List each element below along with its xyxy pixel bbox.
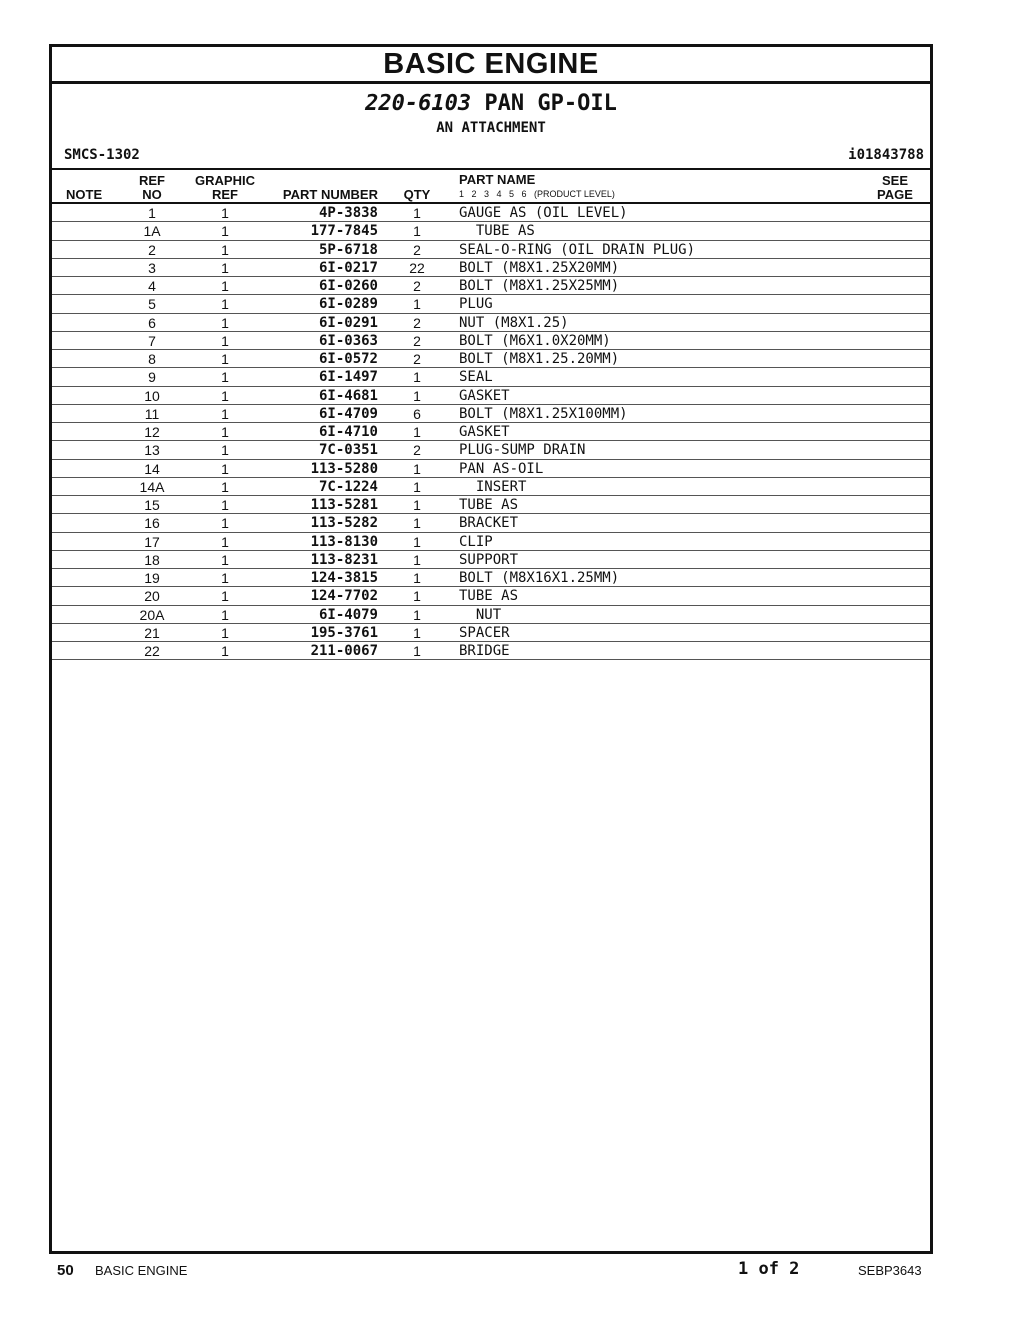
graphic-ref-cell: 1 <box>221 387 229 404</box>
col-graphic-header-bottom: REF <box>212 187 238 202</box>
part-number-cell: 177-7845 <box>310 223 378 240</box>
part-name-cell: SEAL-O-RING (OIL DRAIN PLUG) <box>459 241 696 258</box>
table-row <box>52 295 930 313</box>
table-row <box>52 496 930 514</box>
table-row <box>52 350 930 368</box>
qty-cell: 2 <box>413 241 421 258</box>
part-number-cell: 113-5282 <box>310 515 378 532</box>
qty-cell: 1 <box>413 497 421 513</box>
ref-no-cell: 12 <box>144 424 160 440</box>
ref-no-cell: 9 <box>148 369 156 386</box>
part-number-cell: 6I-0289 <box>318 296 378 313</box>
qty-cell: 1 <box>413 551 421 568</box>
part-name-cell: BOLT (M8X1.25X20MM) <box>459 259 620 276</box>
part-name-cell: TUBE AS <box>459 588 519 605</box>
table-row <box>52 204 930 222</box>
section-title-bar <box>52 47 930 84</box>
graphic-ref-cell: 1 <box>221 259 229 276</box>
table-row <box>52 314 930 332</box>
ref-no-cell: 20 <box>144 588 160 605</box>
table-row <box>52 460 930 478</box>
qty-cell: 1 <box>413 606 421 623</box>
illustration-id: i01843788 <box>848 147 924 163</box>
graphic-ref-cell: 1 <box>221 643 229 659</box>
parts-list-frame <box>49 44 933 1254</box>
graphic-ref-cell: 1 <box>221 624 229 641</box>
table-row <box>52 587 930 605</box>
table-row <box>52 259 930 277</box>
graphic-ref-cell: 1 <box>221 241 229 258</box>
part-number-cell: 6I-0363 <box>318 332 378 349</box>
table-row <box>52 569 930 587</box>
group-number: 220-6103 <box>365 91 472 116</box>
qty-cell: 1 <box>413 515 421 532</box>
part-name-cell: GASKET <box>459 424 510 440</box>
footer-page-number: 50 <box>57 1262 74 1279</box>
graphic-ref-cell: 1 <box>221 606 229 623</box>
ref-no-cell: 10 <box>144 387 160 404</box>
smcs-code: SMCS-1302 <box>64 147 140 163</box>
ref-no-cell: 4 <box>148 278 156 294</box>
table-row <box>52 332 930 350</box>
ref-no-cell: 22 <box>144 643 160 659</box>
ref-no-cell: 13 <box>144 442 160 459</box>
qty-cell: 1 <box>413 296 421 313</box>
part-name-cell: NUT <box>459 606 502 623</box>
part-name-cell: SPACER <box>459 624 510 641</box>
graphic-ref-cell: 1 <box>221 332 229 349</box>
col-part-number-header: PART NUMBER <box>282 187 378 202</box>
table-row <box>52 405 930 423</box>
part-number-cell: 124-7702 <box>310 588 378 605</box>
ref-no-cell: 20A <box>139 606 165 623</box>
ref-no-cell: 7 <box>148 332 156 349</box>
graphic-ref-cell: 1 <box>221 424 229 440</box>
ref-no-cell: 3 <box>148 259 156 276</box>
ref-no-cell: 21 <box>144 624 160 641</box>
graphic-ref-cell: 1 <box>221 533 229 550</box>
col-see-header-bottom: PAGE <box>877 187 913 202</box>
col-ref-header-bottom: NO <box>142 187 162 202</box>
table-row <box>52 642 930 660</box>
qty-cell: 1 <box>413 369 421 386</box>
table-row <box>52 387 930 405</box>
table-row <box>52 368 930 386</box>
graphic-ref-cell: 1 <box>221 570 229 586</box>
ref-no-cell: 2 <box>148 241 156 258</box>
product-level-scale: 1 2 3 4 5 6 (PRODUCT LEVEL) <box>459 189 615 199</box>
qty-cell: 1 <box>413 478 421 495</box>
ref-no-cell: 6 <box>148 314 156 331</box>
col-note-header: NOTE <box>66 187 103 202</box>
table-row <box>52 624 930 642</box>
part-name-cell: TUBE AS <box>459 497 519 513</box>
part-number-cell: 6I-4681 <box>318 387 378 404</box>
part-name-cell: BOLT (M8X1.25X100MM) <box>459 405 628 422</box>
part-name-cell: BRACKET <box>459 515 519 532</box>
ref-no-cell: 19 <box>144 570 160 586</box>
qty-cell: 2 <box>413 442 421 459</box>
group-subtitle: AN ATTACHMENT <box>436 120 546 136</box>
graphic-ref-cell: 1 <box>221 588 229 605</box>
part-name-cell: CLIP <box>459 533 493 550</box>
graphic-ref-cell: 1 <box>221 205 229 221</box>
header-divider <box>52 168 930 170</box>
part-number-cell: 6I-4079 <box>318 606 378 623</box>
ref-no-cell: 1 <box>148 205 156 221</box>
part-number-cell: 4P-3838 <box>318 205 378 221</box>
col-ref-header-top: REF <box>139 173 165 188</box>
part-name-cell: BOLT (M8X1.25X25MM) <box>459 278 620 294</box>
part-name-cell: GASKET <box>459 387 510 404</box>
graphic-ref-cell: 1 <box>221 223 229 240</box>
col-graphic-header-top: GRAPHIC <box>195 173 255 188</box>
part-number-cell: 5P-6718 <box>318 241 378 258</box>
qty-cell: 1 <box>413 223 421 240</box>
part-name-cell: PLUG-SUMP DRAIN <box>459 442 586 459</box>
ref-no-cell: 8 <box>148 351 156 367</box>
part-name-cell: INSERT <box>459 478 527 495</box>
ref-no-cell: 5 <box>148 296 156 313</box>
part-name-cell: NUT (M8X1.25) <box>459 314 569 331</box>
graphic-ref-cell: 1 <box>221 314 229 331</box>
qty-cell: 6 <box>413 405 421 422</box>
graphic-ref-cell: 1 <box>221 497 229 513</box>
part-number-cell: 7C-1224 <box>318 478 378 495</box>
group-title <box>52 91 930 116</box>
part-name-cell: BOLT (M8X1.25.20MM) <box>459 351 620 367</box>
ref-no-cell: 14A <box>139 478 165 495</box>
table-row <box>52 277 930 295</box>
section-title: BASIC ENGINE <box>383 48 599 80</box>
graphic-ref-cell: 1 <box>221 405 229 422</box>
qty-cell: 1 <box>413 533 421 550</box>
ref-no-cell: 16 <box>144 515 160 532</box>
part-number-cell: 6I-1497 <box>318 369 378 386</box>
qty-cell: 22 <box>409 259 425 276</box>
part-number-cell: 6I-0260 <box>318 278 378 294</box>
part-name-cell: BOLT (M8X16X1.25MM) <box>459 570 620 586</box>
graphic-ref-cell: 1 <box>221 278 229 294</box>
qty-cell: 1 <box>413 643 421 659</box>
part-number-cell: 6I-0217 <box>318 259 378 276</box>
qty-cell: 1 <box>413 624 421 641</box>
group-name: PAN GP-OIL <box>484 91 617 116</box>
ref-no-cell: 14 <box>144 460 160 477</box>
qty-cell: 2 <box>413 278 421 294</box>
table-row <box>52 514 930 532</box>
part-name-cell: TUBE AS <box>459 223 535 240</box>
col-see-header-top: SEE <box>881 173 908 188</box>
part-name-cell: PLUG <box>459 296 493 313</box>
table-row <box>52 478 930 496</box>
part-number-cell: 211-0067 <box>310 643 378 659</box>
footer-section-name: BASIC ENGINE <box>95 1263 188 1278</box>
qty-cell: 1 <box>413 205 421 221</box>
part-number-cell: 124-3815 <box>310 570 378 586</box>
footer-doc-id: SEBP3643 <box>858 1263 922 1278</box>
part-number-cell: 113-5280 <box>310 460 378 477</box>
col-part-name-header: PART NAME <box>459 172 536 187</box>
part-number-cell: 113-8231 <box>310 551 378 568</box>
qty-cell: 2 <box>413 314 421 331</box>
graphic-ref-cell: 1 <box>221 351 229 367</box>
qty-cell: 1 <box>413 424 421 440</box>
part-name-cell: BRIDGE <box>459 643 510 659</box>
col-qty-header: QTY <box>403 187 431 202</box>
qty-cell: 1 <box>413 460 421 477</box>
graphic-ref-cell: 1 <box>221 515 229 532</box>
part-number-cell: 113-8130 <box>310 533 378 550</box>
table-row <box>52 222 930 240</box>
part-number-cell: 6I-0291 <box>318 314 378 331</box>
ref-no-cell: 18 <box>144 551 160 568</box>
ref-no-cell: 17 <box>144 533 160 550</box>
qty-cell: 2 <box>413 351 421 367</box>
table-row <box>52 533 930 551</box>
table-row <box>52 441 930 459</box>
part-name-cell: BOLT (M6X1.0X20MM) <box>459 332 611 349</box>
qty-cell: 2 <box>413 332 421 349</box>
graphic-ref-cell: 1 <box>221 296 229 313</box>
part-name-cell: SUPPORT <box>459 551 519 568</box>
qty-cell: 1 <box>413 570 421 586</box>
table-row <box>52 606 930 624</box>
part-number-cell: 195-3761 <box>310 624 378 641</box>
part-number-cell: 6I-0572 <box>318 351 378 367</box>
ref-no-cell: 15 <box>144 497 160 513</box>
part-number-cell: 6I-4709 <box>318 405 378 422</box>
part-name-cell: PAN AS-OIL <box>459 460 544 477</box>
parts-table-body <box>52 204 930 660</box>
graphic-ref-cell: 1 <box>221 369 229 386</box>
graphic-ref-cell: 1 <box>221 442 229 459</box>
ref-no-cell: 1A <box>143 223 161 240</box>
graphic-ref-cell: 1 <box>221 551 229 568</box>
part-name-cell: SEAL <box>459 369 493 386</box>
part-number-cell: 6I-4710 <box>318 424 378 440</box>
table-row <box>52 551 930 569</box>
part-name-cell: GAUGE AS (OIL LEVEL) <box>459 205 628 221</box>
part-number-cell: 7C-0351 <box>318 442 378 459</box>
table-row <box>52 423 930 441</box>
table-row <box>52 241 930 259</box>
graphic-ref-cell: 1 <box>221 478 229 495</box>
part-number-cell: 113-5281 <box>310 497 378 513</box>
qty-cell: 1 <box>413 588 421 605</box>
graphic-ref-cell: 1 <box>221 460 229 477</box>
ref-no-cell: 11 <box>144 405 160 422</box>
qty-cell: 1 <box>413 387 421 404</box>
footer-page-of: 1 of 2 <box>738 1259 800 1279</box>
